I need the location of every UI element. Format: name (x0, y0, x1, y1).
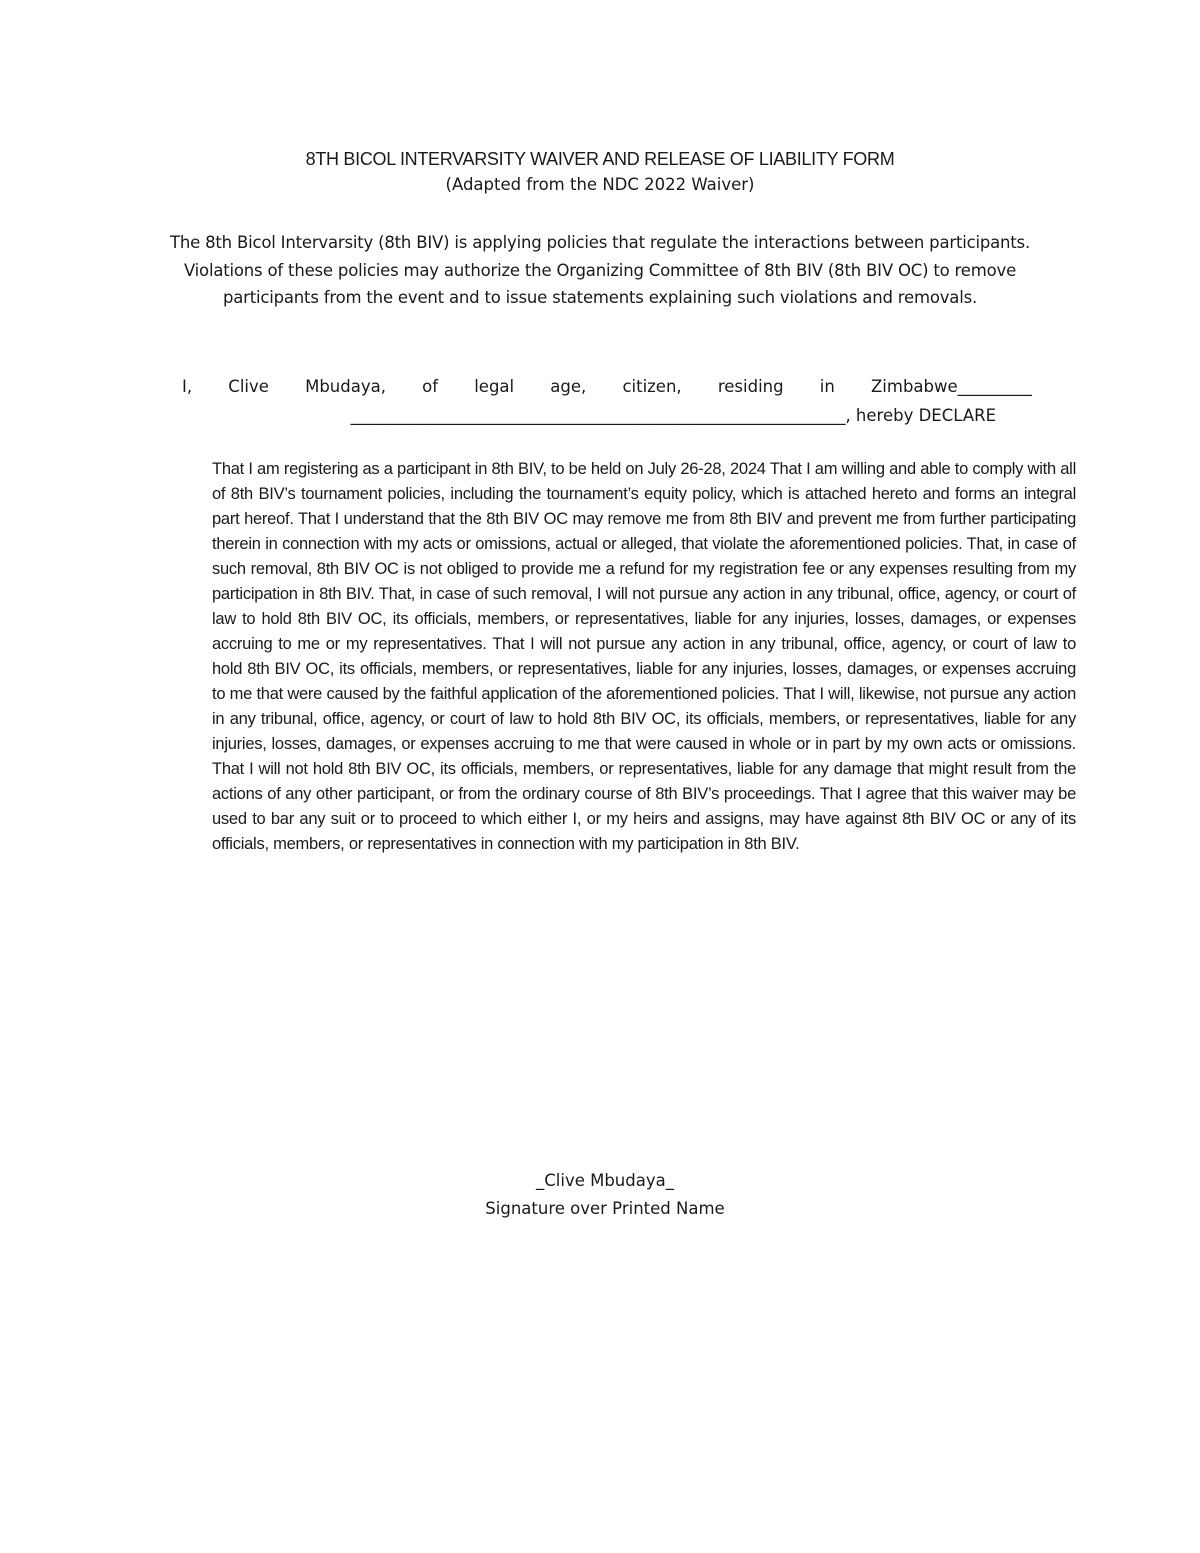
declaration-word: Zimbabwe_________ (870, 377, 1032, 396)
waiver-body: That I am registering as a participant in 8th BIV, to be held on July 26-28, 2024 That I am willing and able to comply with all of 8th BIV’s tournament policies, including the tournament’s equity policy, which is attached hereto and forms an integral part hereof. That I understand that the 8th BIV OC may remove me from 8th BIV and prevent me from further participating therein in connection with my acts or omissions, actual or alleged, that violate the aforementioned policies. That, in case of such removal, 8th BIV OC is not obliged to provide me a refund for my registration fee or any expenses resulting from my participation in 8th BIV. That, in case of such removal, I will not pursue any action in any tribunal, office, agency, or court of law to hold 8th BIV OC, its officials, members, or representatives, liable for any injuries, losses, damages, or expenses accruing to me or my representatives. That I will not pursue any action in any tribunal, office, agency, or court of law to hold 8th BIV OC, its officials, members, or representatives, liable for any injuries, losses, damages, or expenses accruing to me that were caused by the faithful application of the aforementioned policies. That I will, likewise, not pursue any action in any tribunal, office, agency, or court of law to hold 8th BIV OC, its officials, members, or representatives, liable for any injuries, losses, damages, or expenses accruing to me that were caused in whole or in part by my own acts or omissions. That I will not hold 8th BIV OC, its officials, members, or representatives, liable for any damage that might result from the actions of any other participant, or from the ordinary course of 8th BIV’s proceedings. That I agree that this waiver may be used to bar any suit or to proceed to which either I, or my heirs and assigns, may have against 8th BIV OC or any of its officials, members, or representatives in connection with my participation in 8th BIV. (212, 460, 1076, 853)
signature-caption: Signature over Printed Name (485, 1199, 725, 1218)
signature-name: _Clive Mbudaya_ (536, 1171, 674, 1190)
declaration-word: citizen, (622, 377, 682, 396)
declaration-word: I, (182, 377, 193, 396)
declaration-word: legal (474, 377, 515, 396)
declaration (182, 372, 1032, 430)
title-block (0, 146, 1200, 198)
declaration-line-2: ____________________________________________________________, hereby DECLARE (350, 406, 996, 425)
document-title: 8TH BICOL INTERVARSITY WAIVER AND RELEASE OF LIABILITY FORM (305, 149, 895, 169)
document-subtitle: (Adapted from the NDC 2022 Waiver) (445, 175, 755, 194)
declaration-word: of (422, 377, 439, 396)
intro-paragraph: The 8th Bicol Intervarsity (8th BIV) is applying policies that regulate the interactions between participants. Violations of these policies may authorize the Organizing Committee of 8th BIV (8th BIV OC) to remove participants from the event and to issue statements explaining such violations and removals. (169, 233, 1031, 307)
declaration-word: in (819, 377, 835, 396)
declaration-word: Clive (228, 377, 269, 396)
declaration-word: Mbudaya, (305, 377, 386, 396)
declaration-word: residing (717, 377, 784, 396)
declaration-word: age, (550, 377, 587, 396)
declaration-line-1 (182, 372, 1032, 401)
signature-block (0, 1167, 1200, 1223)
